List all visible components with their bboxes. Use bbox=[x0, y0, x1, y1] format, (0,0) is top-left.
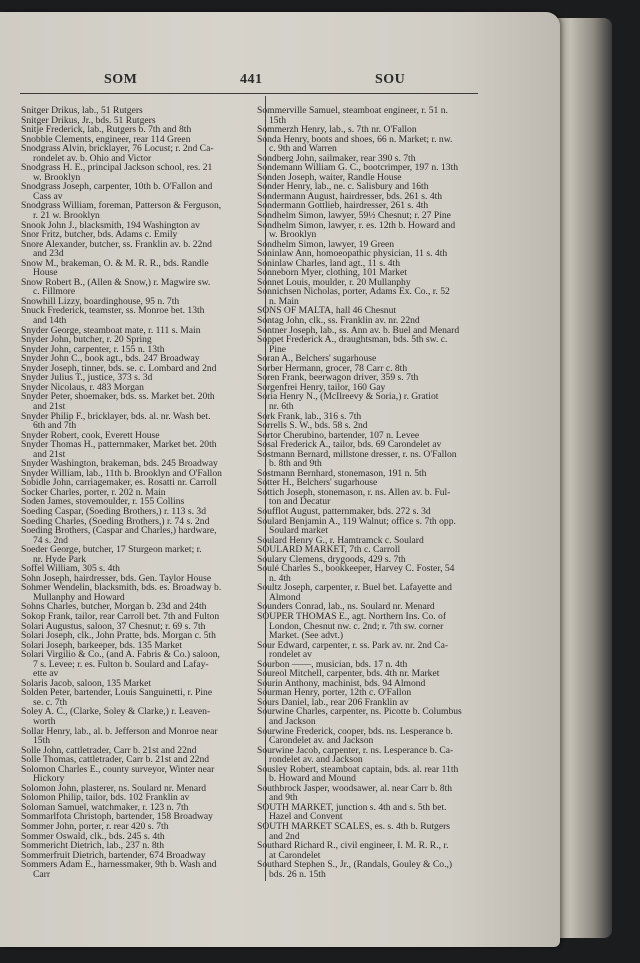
entry-continuation-line: 15th bbox=[33, 736, 51, 746]
entry-line: Snow M., brakeman, O. & M. R. R., bds. Randle bbox=[21, 258, 209, 269]
entry-line: Sour Edward, carpenter, r. ss. Park av. nr. 2nd Ca- bbox=[257, 640, 449, 651]
entry-continuation-line: and 9th bbox=[269, 793, 298, 803]
directory-entry bbox=[257, 182, 501, 192]
entry-line: Soria Henry N., (McIlreevy & Soria,) r. Gratiot bbox=[257, 392, 439, 402]
entry-continuation-line: w. Brooklyn bbox=[269, 230, 317, 240]
entry-line: Sohmer Wendelin, blacksmith, bds. es. Broadway b. bbox=[21, 583, 222, 593]
entry-line: Solomon Charles E., county surveyor, Winter near bbox=[21, 764, 215, 775]
entry-line: Snyder John, carpenter, r. 155 n. 13th bbox=[21, 344, 165, 355]
entry-line: Snyder Nicolaus, r. 483 Morgan bbox=[21, 382, 144, 393]
entry-line: Sourman Henry, porter, 12th c. O'Fallon bbox=[257, 688, 412, 698]
directory-entry bbox=[257, 201, 501, 211]
entry-line: Sommarlfota Christoph, bartender, 158 Broadway bbox=[21, 812, 213, 823]
entry-continuation-line: w. Brooklyn bbox=[33, 172, 81, 183]
entry-line: Soeder George, butcher, 17 Sturgeon market; r. bbox=[21, 545, 202, 555]
entry-line: Snyder John, butcher, r. 20 Spring bbox=[21, 335, 152, 345]
entry-line: Sobidle John, carriagemaker, es. Rosatti nr. Carroll bbox=[21, 478, 217, 488]
entry-line: SONS OF MALTA, hall 46 Chesnut bbox=[257, 306, 397, 317]
entry-continuation-line: 7 s. Levee; r. es. Fulton b. Soulard and Lafay- bbox=[33, 659, 209, 670]
entry-line: Sommer Oswald, clk., bds. 245 s. 4th bbox=[21, 831, 165, 842]
directory-entry bbox=[257, 450, 501, 469]
entry-line: Snyder Philip F., bricklayer, bds. al. nr. Wash bet. bbox=[21, 411, 211, 422]
entry-line: Sondermann August, hairdresser, bds. 261 s. 4th bbox=[257, 191, 443, 202]
entry-continuation-line: nr. 6th bbox=[269, 401, 294, 412]
directory-entry bbox=[257, 383, 501, 393]
directory-entry bbox=[21, 230, 265, 240]
entry-line: Soureol Mitchell, carpenter, bds. 4th nr. Market bbox=[257, 669, 440, 679]
directory-entry bbox=[21, 784, 265, 794]
entry-line: Solari Joseph, clk., John Pratte, bds. Morgan c. 5th bbox=[21, 631, 216, 641]
entry-continuation-line: and 21st bbox=[33, 449, 66, 460]
entry-continuation-line: Market. (See advt.) bbox=[269, 631, 344, 641]
entry-line: Snobble Clements, engineer, rear 114 Green bbox=[21, 134, 191, 145]
entry-line: Snyder Joseph, tinner, bds. se. c. Lombard and 2nd bbox=[21, 363, 217, 374]
directory-entry bbox=[21, 373, 265, 383]
entry-continuation-line: n. 4th bbox=[269, 573, 291, 584]
directory-entry bbox=[21, 383, 265, 393]
entry-continuation-line: Almond bbox=[269, 592, 301, 603]
directory-entry bbox=[21, 765, 265, 784]
directory-page bbox=[0, 12, 560, 947]
entry-continuation-line: and 2nd bbox=[269, 831, 300, 842]
directory-entry bbox=[21, 335, 265, 345]
directory-entry bbox=[257, 555, 501, 565]
page-number: 441 bbox=[240, 72, 263, 87]
entry-line: Soulé Charles S., bookkeeper, Harvey C. Foster, 54 bbox=[257, 564, 455, 574]
entry-line: Solomon Philip, tailor, bds. 102 Franklin av bbox=[21, 793, 190, 803]
entry-line: Sommers Adam E., harnessmaker, 9th b. Wash and bbox=[21, 860, 217, 870]
directory-entry bbox=[257, 536, 501, 546]
directory-entry bbox=[257, 803, 501, 822]
directory-entry bbox=[21, 631, 265, 641]
directory-entry bbox=[21, 488, 265, 498]
directory-entry bbox=[257, 564, 501, 583]
entry-line: Socker Charles, porter, r. 202 n. Main bbox=[21, 487, 166, 498]
entry-continuation-line: b. Howard and Mound bbox=[269, 774, 356, 784]
entry-line: Soloman Samuel, watchmaker, r. 123 n. 7th bbox=[21, 802, 189, 813]
directory-entry bbox=[257, 669, 501, 679]
directory-entry bbox=[21, 345, 265, 355]
directory-entry bbox=[257, 240, 501, 250]
entry-line: Snow Robert B., (Allen & Snow,) r. Magwire sw. bbox=[21, 277, 211, 288]
entry-continuation-line: rondelet av. b. Ohio and Victor bbox=[33, 153, 152, 164]
entry-line: Solle John, cattletrader, Carr b. 21st and 22nd bbox=[21, 745, 197, 756]
directory-entry bbox=[21, 803, 265, 813]
directory-entry bbox=[21, 526, 265, 545]
directory-entry bbox=[257, 287, 501, 306]
entry-line: Snyder Peter, shoemaker, bds. ss. Market bet. 20th bbox=[21, 392, 215, 402]
entry-continuation-line: and 23d bbox=[33, 249, 64, 259]
entry-line: Sommer John, porter, r. rear 420 s. 7th bbox=[21, 822, 169, 832]
entry-line: Solari Joseph, barkeeper, bds. 135 Market bbox=[21, 640, 183, 651]
entry-line: Sork Frank, lab., 316 s. 7th bbox=[257, 411, 362, 422]
entry-continuation-line: worth bbox=[33, 717, 56, 727]
directory-entry bbox=[21, 622, 265, 632]
entry-continuation-line: Cass av bbox=[33, 191, 63, 202]
entry-line: Snook John J., blacksmith, 194 Washington av bbox=[21, 220, 200, 231]
entry-line: Sours Daniel, lab., rear 206 Franklin av bbox=[257, 697, 409, 708]
entry-line: Soulary Clemens, drygoods, 429 s. 7th bbox=[257, 554, 406, 565]
entry-line: Soeding Charles, (Soeding Brothers,) r. 74 s. 2nd bbox=[21, 516, 210, 527]
directory-entry bbox=[257, 364, 501, 374]
entry-line: Sonneborn Myer, clothing, 101 Market bbox=[257, 268, 407, 278]
directory-entry bbox=[21, 707, 265, 726]
entry-line: Sonder Henry, lab., ne. c. Salisbury and 16th bbox=[257, 182, 429, 192]
entry-line: Sorber Hermann, grocer, 78 Carr c. 8th bbox=[257, 363, 408, 374]
directory-entry bbox=[21, 832, 265, 842]
directory-entry bbox=[21, 841, 265, 851]
entry-continuation-line: London, Chesnut nw. c. 2nd; r. 7th sw. corner bbox=[269, 621, 444, 632]
entry-line: Sounders Conrad, lab., ns. Soulard nr. Menard bbox=[257, 602, 435, 612]
directory-entry bbox=[21, 746, 265, 756]
directory-entry bbox=[257, 125, 501, 135]
directory-entry bbox=[257, 822, 501, 841]
entry-line: Sondhelm Simon, lawyer, r. es. 12th b. Howard and bbox=[257, 220, 456, 231]
entry-continuation-line: Carr bbox=[33, 869, 51, 880]
directory-entry bbox=[21, 306, 265, 325]
directory-entry bbox=[21, 431, 265, 441]
entry-line: Sourwine Frederick, cooper, bds. ns. Lesperance b. bbox=[257, 726, 453, 737]
entry-line: Snodgrass Alvin, bricklayer, 76 Locust; r. 2nd Ca- bbox=[21, 144, 214, 154]
directory-entry bbox=[257, 688, 501, 698]
left-column bbox=[21, 106, 265, 879]
entry-line: Sontner Joseph, lab., ss. Ann av. b. Buel and Menard bbox=[257, 325, 460, 336]
directory-entry bbox=[21, 354, 265, 364]
entry-line: Sommerfruit Dietrich, bartender, 674 Broadway bbox=[21, 850, 206, 861]
entry-continuation-line: and 14th bbox=[33, 316, 67, 326]
directory-entry bbox=[21, 182, 265, 201]
entry-continuation-line: nr. Hyde Park bbox=[33, 554, 87, 565]
directory-entry bbox=[21, 755, 265, 765]
directory-entry bbox=[257, 469, 501, 479]
entry-line: Sosal Frederick A., tailor, bds. 69 Carondelet av bbox=[257, 440, 442, 450]
directory-entry bbox=[21, 583, 265, 602]
entry-continuation-line: n. Main bbox=[269, 296, 299, 307]
directory-entry bbox=[21, 240, 265, 259]
entry-line: Sostmann Bernhard, stonemason, 191 n. 5th bbox=[257, 468, 427, 479]
entry-line: Sourwine Jacob, carpenter, r. ns. Lesperance b. Ca- bbox=[257, 745, 454, 756]
entry-line: Sortor Cherubino, bartender, 107 n. Levee bbox=[257, 430, 420, 441]
directory-entry bbox=[21, 116, 265, 126]
directory-entry bbox=[257, 316, 501, 326]
directory-entry bbox=[257, 192, 501, 202]
entry-line: Soffel William, 305 s. 4th bbox=[21, 564, 120, 574]
directory-entry bbox=[21, 517, 265, 527]
directory-entry bbox=[257, 679, 501, 689]
entry-continuation-line: c. Fillmore bbox=[33, 287, 76, 297]
directory-entry bbox=[21, 612, 265, 622]
entry-continuation-line: Soulard market bbox=[269, 526, 328, 536]
directory-entry bbox=[21, 278, 265, 297]
entry-line: Sontag John, clk., ss. Franklin av. nr. 22nd bbox=[257, 316, 420, 326]
directory-entry bbox=[21, 326, 265, 336]
directory-entry bbox=[257, 163, 501, 173]
entry-line: Snyder Thomas H., patternmaker, Market bet. 20th bbox=[21, 440, 217, 450]
header-rule bbox=[20, 93, 478, 94]
directory-entry bbox=[257, 306, 501, 316]
entry-line: Snyder Robert, cook, Everett House bbox=[21, 430, 160, 441]
directory-entry bbox=[21, 469, 265, 479]
directory-entry bbox=[257, 841, 501, 860]
entry-line: Sondhelm Simon, lawyer, 59½ Chesnut; r. 27 Pine bbox=[257, 211, 451, 221]
directory-entry bbox=[21, 364, 265, 374]
entry-line: Soren Frank, beerwagon driver, 359 s. 7th bbox=[257, 373, 419, 383]
entry-continuation-line: House bbox=[33, 268, 58, 278]
directory-entry bbox=[21, 201, 265, 220]
directory-entry bbox=[21, 574, 265, 584]
directory-entry bbox=[21, 793, 265, 803]
directory-entry bbox=[257, 583, 501, 602]
entry-line: Sohn Joseph, hairdresser, bds. Gen. Taylor House bbox=[21, 573, 212, 584]
directory-entry bbox=[257, 727, 501, 746]
entry-line: Sorgenfrei Henry, tailor, 160 Gay bbox=[257, 382, 386, 393]
directory-entry bbox=[257, 335, 501, 354]
entry-continuation-line: Hazel and Convent bbox=[269, 812, 343, 823]
entry-line: Solari Virgilio & Co., (and A. Fabris & Co.) saloon, bbox=[21, 650, 220, 660]
directory-entry bbox=[257, 488, 501, 507]
directory-entry bbox=[21, 679, 265, 689]
directory-entry bbox=[21, 125, 265, 135]
entry-continuation-line: 74 s. 2nd bbox=[33, 535, 68, 546]
entry-line: Sostmann Bernard, millstone dresser, r. ns. O'Fallon bbox=[257, 449, 457, 460]
entry-continuation-line: r. 21 w. Brooklyn bbox=[33, 211, 100, 221]
directory-entry bbox=[257, 221, 501, 240]
directory-entry bbox=[257, 641, 501, 660]
directory-entry bbox=[257, 860, 501, 879]
directory-entry bbox=[257, 373, 501, 383]
entry-line: Snyder George, steamboat mate, r. 111 s. Main bbox=[21, 325, 201, 336]
entry-line: Sommerzh Henry, lab., s. 7th nr. O'Fallon bbox=[257, 125, 417, 135]
entry-line: Soninlaw Ann, homoeopathic physician, 11 s. 4th bbox=[257, 249, 448, 259]
entry-line: Sousley Robert, steamboat captain, bds. al. rear 11th bbox=[257, 764, 459, 775]
entry-line: Soufflot August, patternmaker, bds. 272 s. 3d bbox=[257, 506, 431, 517]
right-guide-word: SOU bbox=[375, 72, 406, 87]
entry-line: SOUTH MARKET, junction s. 4th and s. 5th bet. bbox=[257, 802, 447, 813]
entry-line: Sollar Henry, lab., al. b. Jefferson and Monroe near bbox=[21, 726, 218, 737]
directory-entry bbox=[257, 106, 501, 125]
entry-line: Snyder Julius T., justice, 373 s. 3d bbox=[21, 373, 153, 383]
entry-line: Southard Stephen S., Jr., (Randals, Gouley & Co.,) bbox=[257, 860, 453, 870]
directory-entry bbox=[257, 784, 501, 803]
entry-line: Snuck Frederick, teamster, ss. Monroe bet. 13th bbox=[21, 306, 205, 317]
entry-line: Snitger Drikus, Jr., bds. 51 Rutgers bbox=[21, 115, 156, 126]
right-column bbox=[257, 106, 501, 879]
directory-entry bbox=[21, 440, 265, 459]
entry-line: Snore Alexander, butcher, ss. Franklin av. b. 22nd bbox=[21, 239, 212, 250]
directory-entry bbox=[21, 478, 265, 488]
directory-entry bbox=[21, 688, 265, 707]
directory-entry bbox=[257, 660, 501, 670]
directory-entry bbox=[257, 211, 501, 221]
directory-entry bbox=[257, 612, 501, 641]
entry-line: Sottich Joseph, stonemason, r. ns. Allen av. b. Ful- bbox=[257, 487, 451, 498]
entry-line: Sommericht Dietrich, lab., 237 n. 8th bbox=[21, 841, 165, 851]
entry-line: Sokop Frank, tailor, rear Carroll bet. 7th and Fulton bbox=[21, 611, 220, 622]
entry-line: Sohns Charles, butcher, Morgan b. 23d and 24th bbox=[21, 602, 207, 612]
directory-entry bbox=[257, 412, 501, 422]
directory-entry bbox=[21, 507, 265, 517]
directory-entry bbox=[21, 412, 265, 431]
entry-line: Sondberg John, sailmaker, rear 390 s. 7th bbox=[257, 153, 416, 164]
entry-continuation-line: rondelet av. and Jackson bbox=[269, 755, 363, 765]
entry-line: Snodgrass Joseph, carpenter, 10th b. O'Fallon and bbox=[21, 182, 213, 192]
directory-entry bbox=[257, 392, 501, 411]
entry-line: Sourin Anthony, machinist, bds. 94 Almond bbox=[257, 678, 426, 689]
directory-entry bbox=[21, 822, 265, 832]
entry-line: Soultz Joseph, carpenter, r. Buel bet. Lafayette and bbox=[257, 583, 452, 593]
entry-line: Soulard Benjamin A., 119 Walnut; office s. 7th opp. bbox=[257, 516, 456, 527]
directory-entry bbox=[21, 641, 265, 651]
directory-entry bbox=[257, 278, 501, 288]
directory-entry bbox=[257, 268, 501, 278]
directory-entry bbox=[257, 698, 501, 708]
entry-line: Southbrock Jasper, woodsawer, al. near Carr b. 8th bbox=[257, 783, 453, 794]
entry-continuation-line: 15th bbox=[269, 115, 287, 126]
directory-entry bbox=[21, 106, 265, 116]
entry-continuation-line: Mullanphy and Howard bbox=[33, 592, 125, 603]
directory-entry bbox=[21, 851, 265, 861]
entry-continuation-line: ton and Decatur bbox=[269, 497, 331, 507]
directory-entry bbox=[257, 259, 501, 269]
directory-entry bbox=[21, 602, 265, 612]
entry-continuation-line: bds. 26 n. 15th bbox=[269, 869, 326, 880]
entry-line: Soley A. C., (Clarke, Soley & Clarke,) r. Leaven- bbox=[21, 707, 211, 717]
entry-line: Soppet Frederick A., draughtsman, bds. 5th sw. c. bbox=[257, 335, 448, 345]
entry-line: Sommerville Samuel, steamboat engineer, r. 51 n. bbox=[257, 106, 448, 116]
entry-line: Sourwine Charles, carpenter, ns. Picotte b. Columbus bbox=[257, 707, 462, 717]
entry-line: Snodgrass H. E., principal Jackson school, res. 21 bbox=[21, 163, 213, 173]
entry-continuation-line: and 21st bbox=[33, 401, 66, 412]
directory-entry bbox=[21, 860, 265, 879]
entry-line: Sonnichsen Nicholas, porter, Adams Ex. Co., r. 52 bbox=[257, 287, 450, 297]
directory-entry bbox=[257, 249, 501, 259]
entry-line: Soeding Brothers, (Caspar and Charles,) hardware, bbox=[21, 526, 217, 536]
directory-entry bbox=[21, 135, 265, 145]
directory-entry bbox=[257, 478, 501, 488]
directory-entry bbox=[257, 602, 501, 612]
entry-continuation-line: c. 9th and Warren bbox=[269, 144, 337, 154]
directory-entry bbox=[257, 545, 501, 555]
entry-line: Sondermann Gottlieb, hairdresser, 261 s. 4th bbox=[257, 201, 429, 212]
directory-entry bbox=[257, 507, 501, 517]
entry-line: Soninlaw Charles, land agt., 11 s. 4th bbox=[257, 258, 401, 269]
directory-entry bbox=[21, 392, 265, 411]
directory-entry bbox=[21, 650, 265, 679]
entry-line: Sonden Joseph, waiter, Randle House bbox=[257, 172, 402, 183]
entry-line: SOUTH MARKET SCALES, es. s. 4th b. Rutgers bbox=[257, 822, 451, 832]
entry-continuation-line: ette av bbox=[33, 669, 59, 679]
entry-line: Snitger Drikus, lab., 51 Rutgers bbox=[21, 106, 143, 116]
directory-entry bbox=[257, 707, 501, 726]
directory-entry bbox=[257, 354, 501, 364]
entry-continuation-line: 6th and 7th bbox=[33, 421, 77, 431]
entry-line: Snyder Washington, brakeman, bds. 245 Broadway bbox=[21, 459, 218, 469]
directory-entry bbox=[21, 221, 265, 231]
directory-entry bbox=[21, 297, 265, 307]
left-guide-word: SOM bbox=[104, 72, 138, 87]
directory-entry bbox=[257, 746, 501, 765]
entry-line: Sonda Henry, boots and shoes, 66 n. Market; r. nw. bbox=[257, 134, 453, 145]
entry-line: SOULARD MARKET, 7th c. Carroll bbox=[257, 545, 401, 555]
entry-line: Sotter H., Belchers' sugarhouse bbox=[257, 478, 378, 488]
entry-line: Soran A., Belchers' sugarhouse bbox=[257, 354, 377, 364]
entry-line: Solomon John, plasterer, ns. Soulard nr. Menard bbox=[21, 783, 207, 794]
entry-line: Sourbon ——, musician, bds. 17 n. 4th bbox=[257, 659, 408, 670]
directory-entry bbox=[21, 564, 265, 574]
directory-entry bbox=[257, 173, 501, 183]
entry-line: Snitje Frederick, lab., Rutgers b. 7th and 8th bbox=[21, 125, 192, 135]
entry-line: Sondhelm Simon, lawyer, 19 Green bbox=[257, 239, 395, 250]
directory-entry bbox=[257, 326, 501, 336]
directory-entry bbox=[21, 727, 265, 746]
entry-line: Snyder John C., book agt., bds. 247 Broadway bbox=[21, 354, 200, 364]
directory-entry bbox=[257, 154, 501, 164]
entry-continuation-line: Pine bbox=[269, 344, 287, 355]
directory-entry bbox=[257, 135, 501, 154]
directory-entry bbox=[257, 421, 501, 431]
entry-continuation-line: Hickory bbox=[33, 774, 65, 784]
entry-line: Soeding Caspar, (Soeding Brothers,) r. 113 s. 3d bbox=[21, 506, 206, 517]
entry-line: Snyder William, lab., 11th b. Brooklyn and O'Fallon bbox=[21, 468, 222, 479]
directory-entry bbox=[257, 431, 501, 441]
entry-continuation-line: Carondelet av. and Jackson bbox=[269, 736, 374, 746]
entry-line: Soulard Henry G., r. Hamtramck c. Soulard bbox=[257, 535, 424, 546]
entry-line: Sondemann William G. C., bootcrimper, 197 n. 13th bbox=[257, 163, 459, 173]
directory-entry bbox=[21, 459, 265, 469]
entry-line: Soden James, stovemoulder, r. 155 Collins bbox=[21, 497, 185, 507]
directory-entry bbox=[257, 517, 501, 536]
directory-entry bbox=[21, 545, 265, 564]
entry-line: Sorrells S. W., bds. 58 s. 2nd bbox=[257, 421, 368, 431]
entry-line: Snodgrass William, foreman, Patterson & Ferguson, bbox=[21, 201, 222, 212]
entry-line: Sonnet Louis, moulder, r. 20 Mullanphy bbox=[257, 277, 411, 288]
entry-line: Solle Thomas, cattletrader, Carr b. 21st and 22nd bbox=[21, 755, 210, 765]
entry-continuation-line: b. 8th and 9th bbox=[269, 459, 322, 469]
directory-entry bbox=[21, 812, 265, 822]
directory-entry bbox=[257, 765, 501, 784]
entry-continuation-line: se. c. 7th bbox=[33, 697, 68, 708]
entry-line: Snor Fritz, butcher, bds. Adams c. Emily bbox=[21, 230, 178, 240]
entry-continuation-line: rondelet av bbox=[269, 650, 312, 660]
entry-continuation-line: at Carondelet bbox=[269, 850, 321, 861]
entry-line: Solden Peter, bartender, Louis Sanguinetti, r. Pine bbox=[21, 688, 213, 698]
entry-line: Southard Richard R., civil engineer, I. M. R. R., r. bbox=[257, 841, 449, 851]
entry-line: SOUPER THOMAS E., agt. Northern Ins. Co. of bbox=[257, 611, 447, 622]
entry-line: Solari Augustus, saloon, 37 Chesnut; r. 69 s. 7th bbox=[21, 621, 206, 632]
entry-line: Snowhill Lizzy, boardinghouse, 95 n. 7th bbox=[21, 296, 180, 307]
entry-line: Solaris Jacob, saloon, 135 Market bbox=[21, 678, 152, 689]
directory-entry bbox=[257, 440, 501, 450]
directory-entry bbox=[21, 259, 265, 278]
entry-continuation-line: and Jackson bbox=[269, 717, 316, 727]
directory-entry bbox=[21, 497, 265, 507]
directory-entry bbox=[21, 163, 265, 182]
directory-entry bbox=[21, 144, 265, 163]
